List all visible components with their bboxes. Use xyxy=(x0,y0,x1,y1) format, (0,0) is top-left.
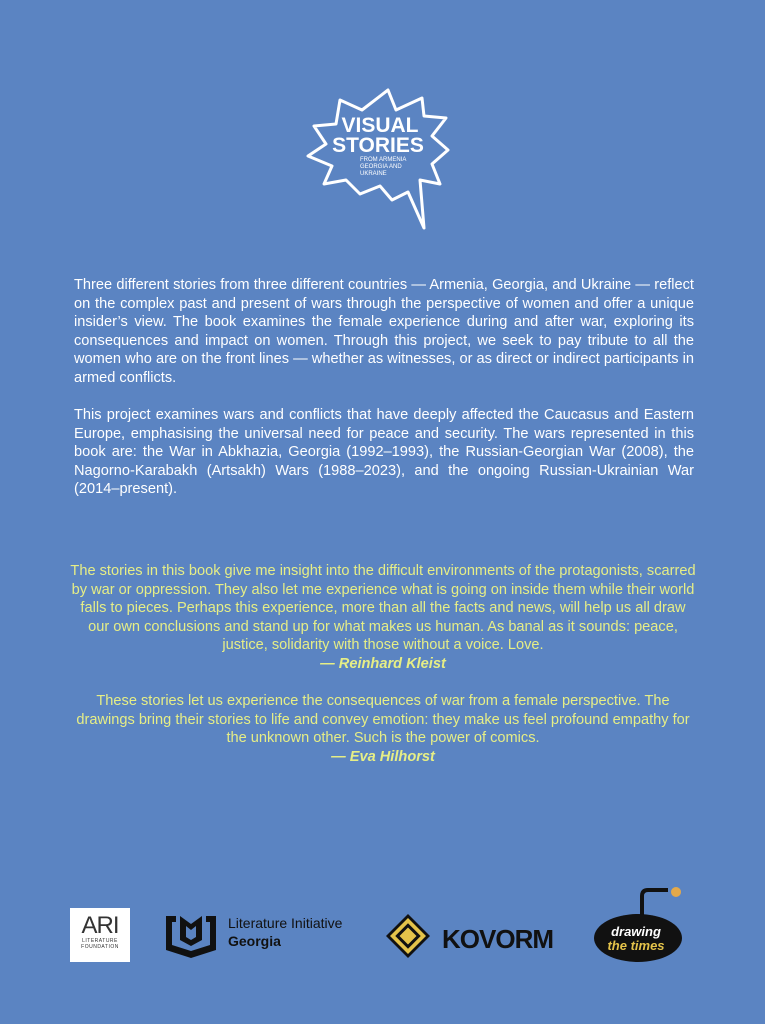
lit-logo-line1: Literature Initiative xyxy=(228,915,343,931)
dtt-logo-line2: the times xyxy=(607,938,665,953)
drawing-the-times-logo xyxy=(594,886,690,966)
ari-logo-sub1: LITERATURE xyxy=(82,938,118,944)
ari-foundation-logo xyxy=(70,908,130,962)
logo-sub3: UKRAINE xyxy=(360,171,387,177)
ari-logo-mark: ARI xyxy=(81,912,119,939)
literature-initiative-logo xyxy=(162,910,362,962)
book-icon xyxy=(162,912,220,960)
intro-paragraph: Three different stories from three different countries — Armenia, Georgia, and Ukraine — reflect on the complex past and present of wars through the perspective of women and offer a unique insider’s view. The book examines the female experience during and after war, exploring its consequences and impact on women. Through this project, we seek to pay tribute to all the women who are on the front lines — whether as witnesses, or as direct or indirect participants in armed conflicts. xyxy=(74,277,694,386)
logo-sub2: GEORGIA AND xyxy=(360,164,402,170)
quote-text: These stories let us experience the consequences of war from a female perspective. The drawings bring their stories to life and convey emotion: they make us feel profound empathy for the unknown other. Such is the power of comics. xyxy=(76,693,690,747)
quote-kleist xyxy=(70,562,696,674)
visual-stories-logo xyxy=(300,88,460,233)
kovorm-diamond-icon xyxy=(386,914,430,958)
dtt-logo-line1: drawing xyxy=(611,924,661,939)
logo-line2: STORIES xyxy=(332,134,424,157)
kovorm-logo xyxy=(386,912,566,962)
quote-author: — Reinhard Kleist xyxy=(320,655,446,672)
lightbulb-icon xyxy=(642,887,681,916)
quote-author: — Eva Hilhorst xyxy=(331,748,435,765)
kovorm-wordmark: KOVORM xyxy=(442,924,553,954)
logo-line1: VISUAL xyxy=(341,114,419,137)
ari-logo-sub2: FOUNDATION xyxy=(81,944,119,950)
quote-hilhorst xyxy=(70,692,696,766)
wars-paragraph: This project examines wars and conflicts that have deeply affected the Caucasus and Eastern Europe, emphasising the universal need for peace and security. The wars represented in this book are: the War in Abkhazia, Georgia (1992–1993), the Russian-Georgian War (2008), the Nagorno-Karabakh (Artsakh) Wars (1988–2023), and the ongoing Russian-Ukrainian War (2014–present). xyxy=(74,407,694,498)
lit-logo-line2: Georgia xyxy=(228,933,281,949)
logo-sub1: FROM ARMENIA xyxy=(360,157,407,163)
quote-text: The stories in this book give me insight into the difficult environments of the protagonists, scarred by war or oppression. They also let me experience what is going on inside them while their world falls to pieces. Perhaps this experience, more than all the facts and news, will help us all draw our own conclusions and stand up for what makes us human. As banal as it sounds: peace, justice, solidarity with those without a voice. Love. xyxy=(70,563,696,654)
